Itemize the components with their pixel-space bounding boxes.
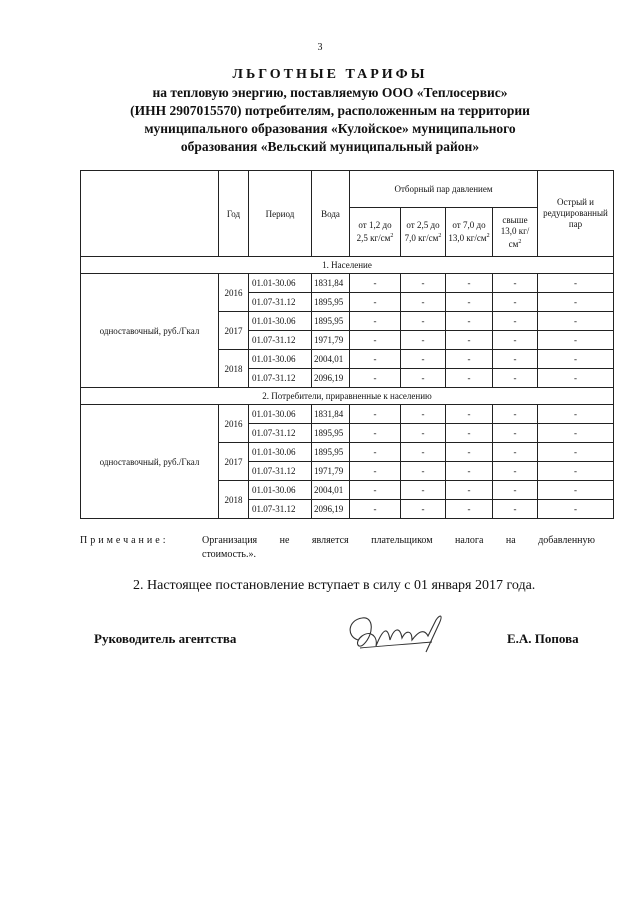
steam-cell: - <box>446 312 493 331</box>
steam-cell: - <box>446 369 493 388</box>
acute-steam-cell: - <box>538 331 614 350</box>
steam-cell: - <box>446 331 493 350</box>
acute-steam-cell: - <box>538 424 614 443</box>
steam-cell: - <box>401 369 446 388</box>
acute-steam-cell: - <box>538 405 614 424</box>
steam-cell: - <box>446 462 493 481</box>
acute-steam-cell: - <box>538 369 614 388</box>
header-steam-3: от 7,0 до 13,0 $кг/см^2$ <box>446 208 493 257</box>
steam-cell: - <box>446 350 493 369</box>
note-text-continued: стоимость.». <box>202 549 256 560</box>
signer-role: Руководитель агентства <box>94 631 237 646</box>
steam-cell: - <box>446 293 493 312</box>
period-cell: 01.07-31.12 <box>249 500 312 519</box>
steam-cell: - <box>446 405 493 424</box>
steam-cell: - <box>350 443 401 462</box>
period-cell: 01.01-30.06 <box>249 481 312 500</box>
acute-steam-cell: - <box>538 293 614 312</box>
steam-cell: - <box>350 500 401 519</box>
steam-cell: - <box>493 331 538 350</box>
steam-cell: - <box>446 481 493 500</box>
steam-cell: - <box>493 369 538 388</box>
steam-cell: - <box>493 405 538 424</box>
note-label: Примечание: <box>80 535 169 546</box>
water-cell: 1971,79 <box>312 331 350 350</box>
year-cell: 2018 <box>219 481 249 519</box>
year-cell: 2016 <box>219 274 249 312</box>
steam-cell: - <box>493 500 538 519</box>
steam-cell: - <box>350 369 401 388</box>
header-acute-steam: Острый и редуцированный пар <box>538 171 614 257</box>
water-cell: 2096,19 <box>312 369 350 388</box>
water-cell: 1971,79 <box>312 462 350 481</box>
period-cell: 01.07-31.12 <box>249 369 312 388</box>
steam-cell: - <box>350 350 401 369</box>
section-row <box>81 257 614 274</box>
tariff-table <box>80 170 614 519</box>
header-year: Год <box>219 171 249 257</box>
header-steam-1: от 1,2 до 2,5 $кг/см^2$ <box>350 208 401 257</box>
acute-steam-cell: - <box>538 312 614 331</box>
section-title: 2. Потребители, приравненные к населению <box>81 388 614 405</box>
water-cell: 2096,19 <box>312 500 350 519</box>
acute-steam-cell: - <box>538 274 614 293</box>
header-steam-4: свыше 13,0 $кг/см^2$ <box>493 208 538 257</box>
period-cell: 01.07-31.12 <box>249 331 312 350</box>
acute-steam-cell: - <box>538 481 614 500</box>
signer-name: Е.А. Попова <box>507 631 579 646</box>
water-cell: 2004,01 <box>312 481 350 500</box>
steam-cell: - <box>446 274 493 293</box>
period-cell: 01.07-31.12 <box>249 293 312 312</box>
water-cell: 2004,01 <box>312 350 350 369</box>
steam-cell: - <box>401 293 446 312</box>
period-cell: 01.01-30.06 <box>249 350 312 369</box>
steam-cell: - <box>401 274 446 293</box>
steam-cell: - <box>446 424 493 443</box>
steam-cell: - <box>446 500 493 519</box>
header-period: Период <box>249 171 312 257</box>
steam-cell: - <box>493 312 538 331</box>
steam-cell: - <box>350 293 401 312</box>
steam-cell: - <box>350 312 401 331</box>
table-row <box>81 405 614 424</box>
steam-cell: - <box>493 481 538 500</box>
steam-cell: - <box>350 424 401 443</box>
water-cell: 1895,95 <box>312 293 350 312</box>
acute-steam-cell: - <box>538 350 614 369</box>
water-cell: 1895,95 <box>312 424 350 443</box>
steam-cell: - <box>350 331 401 350</box>
note <box>80 534 595 562</box>
year-cell: 2017 <box>219 443 249 481</box>
steam-cell: - <box>401 312 446 331</box>
water-cell: 1831,84 <box>312 274 350 293</box>
tariff-type-label: одноставочный, руб./Гкал <box>81 405 219 519</box>
steam-cell: - <box>350 481 401 500</box>
title-line: на тепловую энергию, поставляемую ООО «Теплосервис» <box>152 85 508 100</box>
steam-cell: - <box>350 405 401 424</box>
header-steam-group: Отборный пар давлением <box>350 171 538 208</box>
header-water: Вода <box>312 171 350 257</box>
steam-cell: - <box>401 331 446 350</box>
period-cell: 01.01-30.06 <box>249 274 312 293</box>
steam-cell: - <box>401 405 446 424</box>
period-cell: 01.07-31.12 <box>249 424 312 443</box>
steam-cell: - <box>493 443 538 462</box>
water-cell: 1895,95 <box>312 443 350 462</box>
document-title <box>60 66 600 156</box>
period-cell: 01.01-30.06 <box>249 405 312 424</box>
steam-cell: - <box>493 274 538 293</box>
steam-cell: - <box>401 443 446 462</box>
steam-cell: - <box>493 424 538 443</box>
steam-cell: - <box>350 274 401 293</box>
water-cell: 1831,84 <box>312 405 350 424</box>
table-row <box>81 274 614 293</box>
steam-cell: - <box>350 462 401 481</box>
steam-cell: - <box>401 350 446 369</box>
steam-cell: - <box>493 462 538 481</box>
steam-cell: - <box>493 350 538 369</box>
period-cell: 01.07-31.12 <box>249 462 312 481</box>
decree-paragraph: 2. Настоящее постановление вступает в силу с 01 января 2017 года. <box>133 578 536 593</box>
page-number: 3 <box>317 42 323 53</box>
period-cell: 01.01-30.06 <box>249 443 312 462</box>
title-line: образования «Вельский муниципальный район» <box>180 139 480 154</box>
year-cell: 2018 <box>219 350 249 388</box>
steam-cell: - <box>401 462 446 481</box>
period-cell: 01.01-30.06 <box>249 312 312 331</box>
title-main: ЛЬГОТНЫЕ ТАРИФЫ <box>232 67 428 82</box>
acute-steam-cell: - <box>538 500 614 519</box>
steam-cell: - <box>446 443 493 462</box>
year-cell: 2017 <box>219 312 249 350</box>
section-title: 1. Население <box>81 257 614 274</box>
title-line: (ИНН 2907015570) потребителям, расположенным на территории <box>130 103 530 118</box>
acute-steam-cell: - <box>538 443 614 462</box>
handwritten-signature <box>340 606 460 658</box>
tariff-type-label: одноставочный, руб./Гкал <box>81 274 219 388</box>
note-text: Организация не является плательщиком налога на добавленную <box>202 535 595 546</box>
acute-steam-cell: - <box>538 462 614 481</box>
water-cell: 1895,95 <box>312 312 350 331</box>
steam-cell: - <box>493 293 538 312</box>
steam-cell: - <box>401 500 446 519</box>
year-cell: 2016 <box>219 405 249 443</box>
header-blank <box>81 171 219 257</box>
steam-cell: - <box>401 424 446 443</box>
header-steam-2: от 2,5 до 7,0 $кг/см^2$ <box>401 208 446 257</box>
steam-cell: - <box>401 481 446 500</box>
title-line: муниципального образования «Кулойское» муниципального <box>144 121 516 136</box>
section-row <box>81 388 614 405</box>
